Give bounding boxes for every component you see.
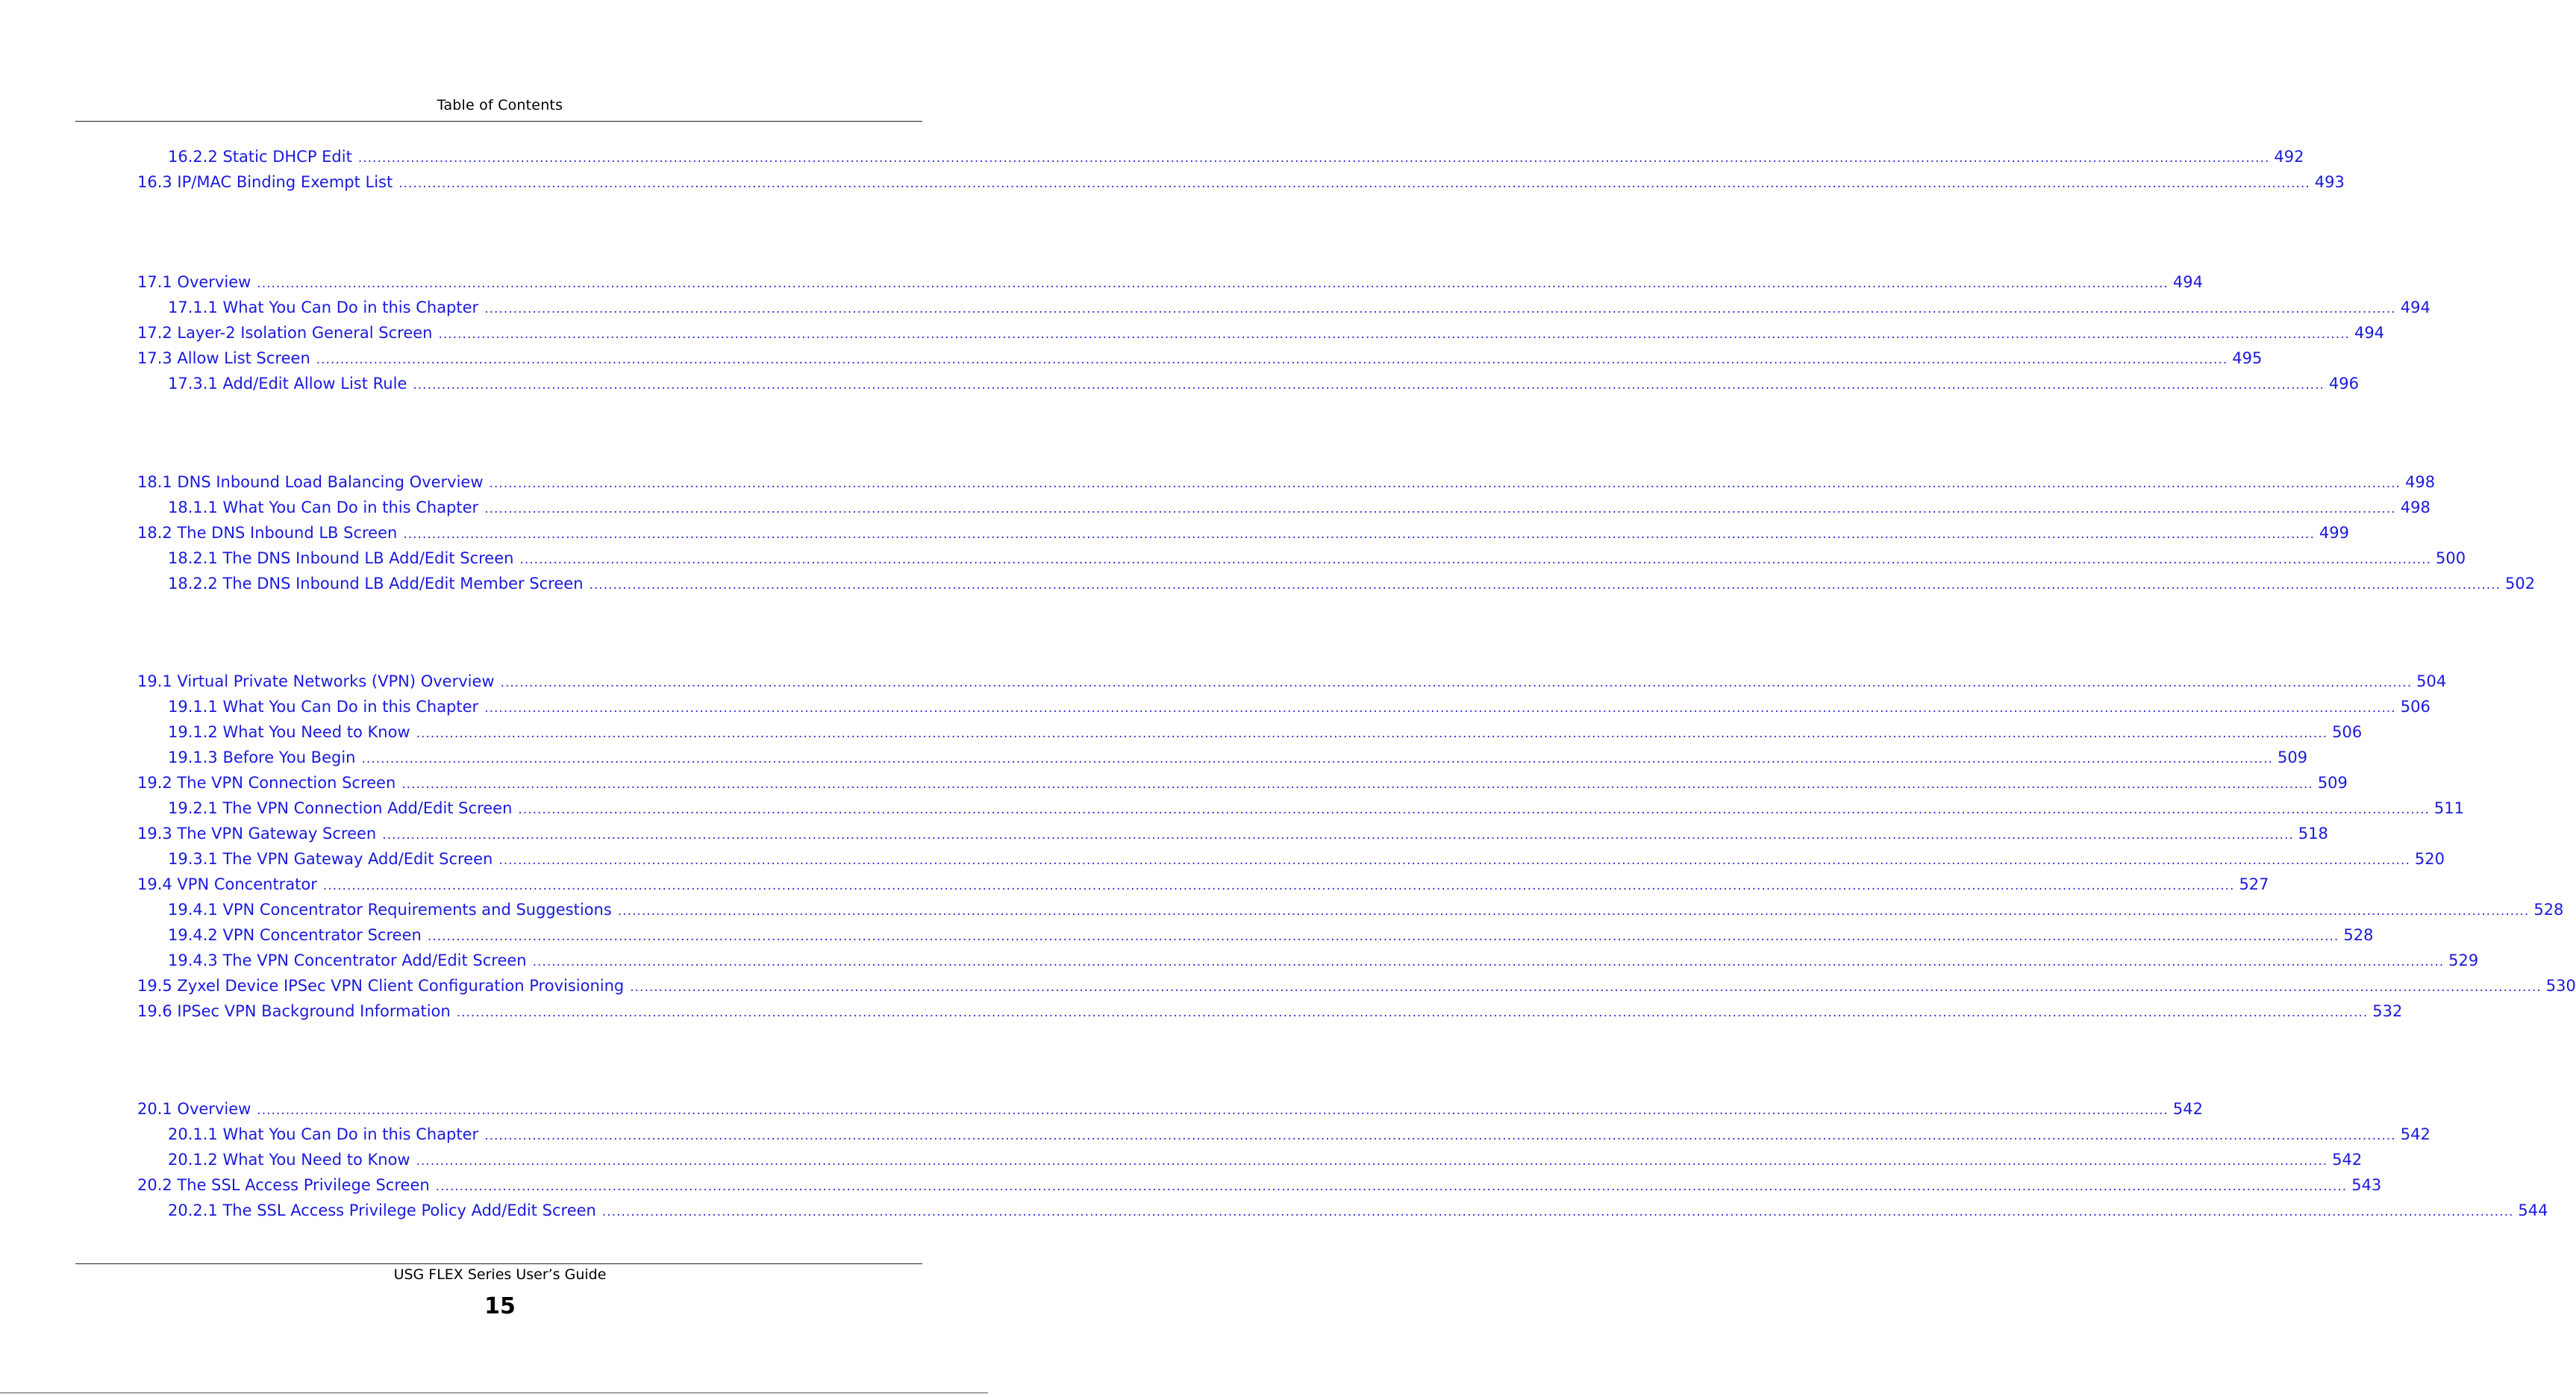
toc-entry-page: 509: [2317, 774, 2348, 792]
toc-entry[interactable]: [137, 874, 2269, 896]
toc-entry[interactable]: [137, 1175, 2382, 1197]
dot-leader: ................................................................................................................................................................................................................................................................................................................................................................................................................: [403, 527, 2315, 542]
toc-entry[interactable]: [168, 1149, 2363, 1172]
toc-entry-page: 528: [2343, 926, 2374, 944]
toc-entry-page: 506: [2400, 698, 2430, 716]
toc-entry-title: 18.1 DNS Inbound Load Balancing Overview: [137, 473, 484, 491]
toc-entry-title: 17.1.1 What You Can Do in this Chapter: [168, 299, 479, 316]
toc-entry[interactable]: [137, 272, 2203, 294]
footer-rule: [75, 1263, 922, 1264]
dot-leader: ................................................................................................................................................................................................................................................................................................................................................................................................................: [427, 929, 2339, 944]
toc-entry-title: 19.1.1 What You Can Do in this Chapter: [168, 698, 479, 716]
toc-entry-page: 543: [2351, 1176, 2382, 1194]
toc-entry-title: 19.2 The VPN Connection Screen: [137, 774, 396, 792]
toc-entry[interactable]: [168, 146, 2304, 169]
toc-entry-page: 496: [2328, 375, 2359, 393]
toc-entry-title: 19.1.3 Before You Begin: [168, 748, 356, 766]
toc-entry-page: 498: [2400, 499, 2430, 516]
dot-leader: ................................................................................................................................................................................................................................................................................................................................................................................................................: [498, 853, 2410, 868]
dot-leader: ................................................................................................................................................................................................................................................................................................................................................................................................................: [489, 476, 2401, 491]
toc-entry[interactable]: [168, 548, 2466, 570]
toc-entry-title: 18.1.1 What You Can Do in this Chapter: [168, 499, 479, 516]
toc-entry[interactable]: [137, 772, 2348, 795]
toc-entry-title: 20.1 Overview: [137, 1100, 251, 1118]
toc-entry-page: 544: [2518, 1201, 2548, 1219]
toc-entry-page: 498: [2405, 473, 2436, 491]
toc-entry-page: 542: [2172, 1100, 2203, 1118]
toc-entry-title: 19.6 IPSec VPN Background Information: [137, 1002, 451, 1020]
toc-entry-title: 19.4.1 VPN Concentrator Requirements and Suggestions: [168, 901, 612, 919]
toc-entry-page: 504: [2416, 672, 2447, 690]
dot-leader: ................................................................................................................................................................................................................................................................................................................................................................................................................: [484, 301, 2396, 316]
toc-entry-title: 17.1 Overview: [137, 273, 251, 291]
toc-entry[interactable]: [168, 950, 2479, 972]
dot-leader: ................................................................................................................................................................................................................................................................................................................................................................................................................: [601, 1204, 2514, 1219]
toc-entry-title: 19.3.1 The VPN Gateway Add/Edit Screen: [168, 850, 493, 868]
dot-leader: ................................................................................................................................................................................................................................................................................................................................................................................................................: [257, 1103, 2169, 1118]
toc-entry[interactable]: [137, 172, 2345, 194]
guide-title: USG FLEX Series User’s Guide: [393, 1266, 607, 1283]
dot-leader: ................................................................................................................................................................................................................................................................................................................................................................................................................: [532, 954, 2445, 969]
dot-leader: ................................................................................................................................................................................................................................................................................................................................................................................................................: [518, 802, 2430, 817]
toc-entry[interactable]: [137, 671, 2447, 693]
dot-leader: ................................................................................................................................................................................................................................................................................................................................................................................................................: [413, 378, 2325, 393]
dot-leader: ................................................................................................................................................................................................................................................................................................................................................................................................................: [435, 1179, 2348, 1194]
toc-entry-page: 529: [2448, 951, 2479, 969]
dot-leader: ................................................................................................................................................................................................................................................................................................................................................................................................................: [617, 904, 2530, 919]
toc-entry-title: 20.2 The SSL Access Privilege Screen: [137, 1176, 430, 1194]
toc-entry-page: 494: [2172, 273, 2203, 291]
toc-entry[interactable]: [168, 373, 2359, 396]
toc-entry-title: 19.2.1 The VPN Connection Add/Edit Screen: [168, 799, 513, 817]
toc-entry-page: 494: [2400, 299, 2430, 316]
toc-entry-page: 530: [2545, 977, 2576, 995]
dot-leader: ................................................................................................................................................................................................................................................................................................................................................................................................................: [484, 1128, 2396, 1143]
dot-leader: ................................................................................................................................................................................................................................................................................................................................................................................................................: [484, 501, 2396, 516]
dot-leader: ................................................................................................................................................................................................................................................................................................................................................................................................................: [257, 276, 2169, 291]
toc-entry[interactable]: [168, 747, 2308, 769]
toc-entry-title: 16.2.2 Static DHCP Edit: [168, 148, 352, 166]
dot-leader: ................................................................................................................................................................................................................................................................................................................................................................................................................: [500, 675, 2413, 690]
toc-entry-title: 18.2.2 The DNS Inbound LB Add/Edit Member Screen: [168, 575, 584, 593]
toc-entry-title: 19.4.2 VPN Concentrator Screen: [168, 926, 422, 944]
toc-entry-title: 20.1.2 What You Need to Know: [168, 1151, 410, 1169]
dot-leader: ................................................................................................................................................................................................................................................................................................................................................................................................................: [316, 352, 2228, 367]
toc-entry-title: 17.3.1 Add/Edit Allow List Rule: [168, 375, 407, 393]
toc-entry-page: 502: [2505, 575, 2536, 593]
dot-leader: ................................................................................................................................................................................................................................................................................................................................................................................................................: [361, 751, 2274, 766]
toc-entry[interactable]: [137, 522, 2349, 545]
toc-entry[interactable]: [168, 848, 2445, 871]
toc-entry[interactable]: [168, 696, 2430, 719]
toc-entry[interactable]: [137, 348, 2263, 370]
dot-leader: ................................................................................................................................................................................................................................................................................................................................................................................................................: [484, 701, 2396, 716]
toc-entry-title: 16.3 IP/MAC Binding Exempt List: [137, 173, 393, 191]
toc-entry-page: 506: [2332, 723, 2363, 741]
toc-entry-title: 19.1.2 What You Need to Know: [168, 723, 410, 741]
toc-entry[interactable]: [168, 497, 2430, 519]
toc-entry[interactable]: [168, 722, 2363, 744]
dot-leader: ................................................................................................................................................................................................................................................................................................................................................................................................................: [401, 777, 2313, 792]
toc-entry[interactable]: [168, 925, 2374, 947]
toc-entry-title: 19.4.3 The VPN Concentrator Add/Edit Screen: [168, 951, 527, 969]
toc-entry-page: 492: [2274, 148, 2304, 166]
page-number: 15: [484, 1293, 516, 1319]
toc-entry-page: 520: [2414, 850, 2445, 868]
toc-entry-title: 18.2.1 The DNS Inbound LB Add/Edit Screen: [168, 549, 514, 567]
toc-entry-title: 17.3 Allow List Screen: [137, 349, 310, 367]
dot-leader: ................................................................................................................................................................................................................................................................................................................................................................................................................: [416, 1154, 2328, 1169]
toc-entry-page: 532: [2372, 1002, 2403, 1020]
dot-leader: ................................................................................................................................................................................................................................................................................................................................................................................................................: [322, 878, 2235, 893]
toc-entry-page: 499: [2319, 524, 2349, 542]
dot-leader: ................................................................................................................................................................................................................................................................................................................................................................................................................: [630, 980, 2542, 995]
toc-entry[interactable]: [168, 798, 2465, 820]
dot-leader: ................................................................................................................................................................................................................................................................................................................................................................................................................: [416, 726, 2328, 741]
toc-entry[interactable]: [168, 899, 2564, 922]
toc-entry-page: 518: [2298, 825, 2328, 843]
toc-entry[interactable]: [137, 823, 2328, 846]
toc-entry-title: 19.1 Virtual Private Networks (VPN) Overview: [137, 672, 495, 690]
toc-entry[interactable]: [137, 472, 2436, 494]
toc-entry-page: 509: [2278, 748, 2308, 766]
toc-entry[interactable]: [137, 1098, 2203, 1121]
dot-leader: ................................................................................................................................................................................................................................................................................................................................................................................................................: [519, 552, 2431, 567]
toc-entry-title: 20.2.1 The SSL Access Privilege Policy Add/Edit Screen: [168, 1201, 596, 1219]
toc-entry-title: 19.4 VPN Concentrator: [137, 875, 317, 893]
toc-entry-page: 527: [2239, 875, 2269, 893]
dot-leader: ................................................................................................................................................................................................................................................................................................................................................................................................................: [438, 327, 2351, 342]
toc-entry[interactable]: [168, 1124, 2430, 1146]
toc-entry-page: 495: [2232, 349, 2263, 367]
toc-entry[interactable]: [137, 1001, 2403, 1023]
toc-entry[interactable]: [168, 1200, 2548, 1222]
toc-entry-title: 19.3 The VPN Gateway Screen: [137, 825, 377, 843]
toc-entry[interactable]: [168, 297, 2430, 319]
toc-entry-page: 493: [2314, 173, 2345, 191]
toc-entry-page: 511: [2433, 799, 2465, 817]
toc-entry-page: 542: [2400, 1125, 2430, 1143]
toc-entry-page: 528: [2533, 901, 2564, 919]
dot-leader: ................................................................................................................................................................................................................................................................................................................................................................................................................: [382, 828, 2294, 843]
dot-leader: ................................................................................................................................................................................................................................................................................................................................................................................................................: [589, 578, 2501, 593]
toc-entry-page: 542: [2332, 1151, 2363, 1169]
toc-entry-title: 17.2 Layer-2 Isolation General Screen: [137, 324, 433, 342]
toc-entry[interactable]: [137, 975, 2576, 998]
dot-leader: ................................................................................................................................................................................................................................................................................................................................................................................................................: [357, 151, 2270, 166]
dot-leader: ................................................................................................................................................................................................................................................................................................................................................................................................................: [398, 176, 2310, 191]
toc-entry-page: 500: [2435, 549, 2466, 567]
toc-entry[interactable]: [168, 573, 2536, 596]
toc-entry-title: 20.1.1 What You Can Do in this Chapter: [168, 1125, 479, 1143]
toc-entry-title: 19.5 Zyxel Device IPSec VPN Client Configuration Provisioning: [137, 977, 625, 995]
toc-entry[interactable]: [137, 322, 2385, 345]
dot-leader: ................................................................................................................................................................................................................................................................................................................................................................................................................: [456, 1005, 2369, 1020]
running-header: Table of Contents: [437, 97, 563, 113]
toc-entry-page: 494: [2354, 324, 2385, 342]
toc-entry-title: 18.2 The DNS Inbound LB Screen: [137, 524, 398, 542]
